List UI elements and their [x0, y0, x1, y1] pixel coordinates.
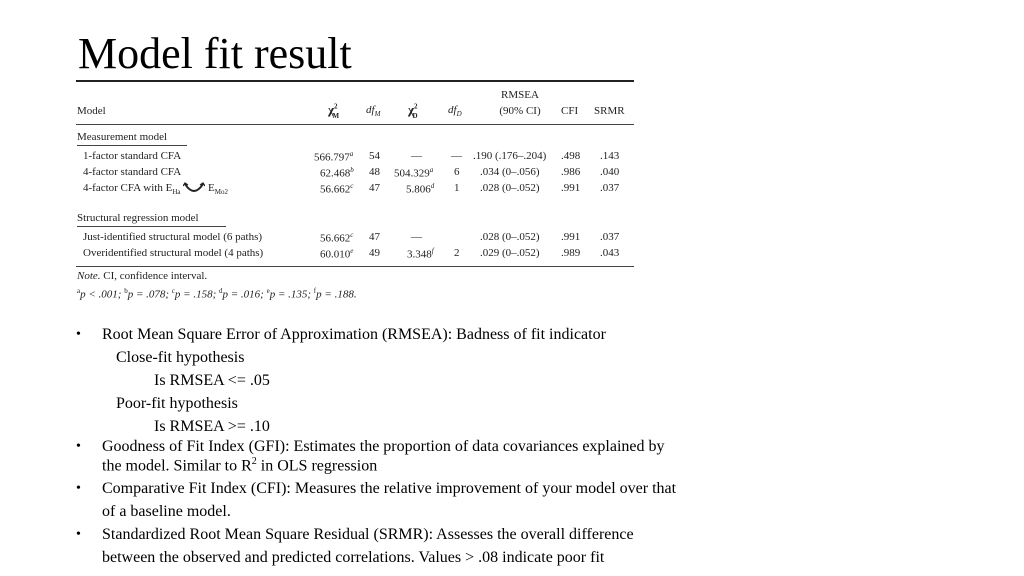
table-footnote: $^a$p < .001; $^b$p = .078; $^c$p = .158; $^d$p = .016; $^e$p = .135; $^f$p = .188. [77, 287, 357, 301]
header-model: Model [77, 105, 106, 117]
table-top-rule [76, 80, 634, 82]
bullet-marker: • [76, 439, 81, 454]
row-rmsea: .029 (0–.052) [480, 247, 540, 259]
row-df-d: — [451, 150, 462, 162]
row-rmsea: .034 (0–.056) [480, 166, 540, 178]
row-rmsea: .190 (.176–.204) [473, 150, 547, 162]
section-title: Measurement model [77, 131, 168, 143]
row-cfi: .991 [561, 231, 581, 243]
row-chi-m: 62.468$^b$ [320, 166, 354, 180]
table-bottom-rule [76, 266, 634, 267]
row-df-m: 49 [369, 247, 380, 259]
sub-bullet-close-fit-criterion: Is RMSEA <= .05 [154, 372, 270, 389]
correlation-arc-icon [183, 182, 205, 194]
header-chi-m: $\chi^2_M$ [328, 102, 340, 120]
header-rmsea: RMSEA [501, 89, 539, 101]
row-srmr: .143 [600, 150, 620, 162]
page-title: Model fit result [78, 29, 352, 78]
header-df-m: $df_M$ [366, 104, 381, 119]
header-cfi: CFI [561, 105, 579, 117]
bullet-cfi-line2: of a baseline model. [102, 503, 231, 520]
section-underline [77, 145, 187, 146]
row-df-m: 54 [369, 150, 380, 162]
bullet-marker: • [76, 527, 81, 542]
header-chi-d: $\chi^2_D$ [408, 102, 418, 120]
row-model: 1-factor standard CFA [83, 150, 182, 162]
row-model: 4-factor standard CFA [83, 166, 182, 178]
bullet-srmr-line2: between the observed and predicted correlations. Values > .08 indicate poor fit [102, 549, 605, 566]
row-chi-m: 60.010e [320, 247, 354, 261]
row-df-m: 48 [369, 166, 380, 178]
row-srmr: .037 [600, 182, 620, 194]
row-model: 4-factor CFA with $E_{Ha}$ $E_{Mo2}$ [83, 182, 228, 197]
bullet-gfi: Goodness of Fit Index (GFI): Estimates the proportion of data covariances explained by [102, 438, 665, 455]
row-chi-m: 566.797$^a$ [314, 150, 354, 164]
row-df-d: 2 [454, 247, 460, 259]
row-rmsea: .028 (0–.052) [480, 182, 540, 194]
row-chi-d: 3.348$^f$ [407, 247, 434, 261]
row-chi-d: 504.329$^a$ [394, 166, 434, 180]
row-srmr: .040 [600, 166, 620, 178]
row-df-m: 47 [369, 231, 380, 243]
row-cfi: .989 [561, 247, 581, 259]
header-rmsea-ci: (90% CI) [499, 105, 541, 117]
row-cfi: .986 [561, 166, 581, 178]
sub-bullet-close-fit: Close-fit hypothesis [116, 349, 245, 366]
row-chi-m: 56.662$^c$ [320, 182, 354, 196]
row-df-d: 6 [454, 166, 460, 178]
bullet-rmsea: Root Mean Square Error of Approximation (RMSEA): Badness of fit indicator [102, 326, 606, 343]
row-srmr: .037 [600, 231, 620, 243]
row-model: Overidentified structural model (4 paths) [83, 247, 264, 259]
sub-bullet-poor-fit: Poor-fit hypothesis [116, 395, 238, 412]
row-chi-m: 56.662$^c$ [320, 231, 354, 245]
row-cfi: .991 [561, 182, 581, 194]
row-rmsea: .028 (0–.052) [480, 231, 540, 243]
bullet-marker: • [76, 481, 81, 496]
row-chi-d: — [411, 231, 422, 243]
row-chi-d: 5.806$^d$ [406, 182, 435, 196]
bullet-srmr: Standardized Root Mean Square Residual (SRMR): Assesses the overall difference [102, 526, 634, 543]
row-cfi: .498 [561, 150, 581, 162]
row-srmr: .043 [600, 247, 620, 259]
section-underline [77, 226, 226, 227]
table-header-rule [76, 124, 634, 125]
header-srmr: SRMR [594, 105, 625, 117]
bullet-gfi-line2: the model. Similar to $R^2$ in OLS regression [102, 456, 378, 475]
row-df-m: 47 [369, 182, 380, 194]
sub-bullet-poor-fit-criterion: Is RMSEA >= .10 [154, 418, 270, 435]
bullet-cfi: Comparative Fit Index (CFI): Measures the relative improvement of your model over that [102, 480, 677, 497]
bullet-marker: • [76, 327, 81, 342]
header-df-d: $df_D$ [448, 104, 462, 119]
row-model: Just-identified structural model (6 paths) [83, 231, 263, 243]
row-df-d: 1 [454, 182, 460, 194]
row-chi-d: — [411, 150, 422, 162]
table-note: Note. CI, confidence interval. [77, 270, 208, 282]
section-title: Structural regression model [77, 212, 199, 224]
